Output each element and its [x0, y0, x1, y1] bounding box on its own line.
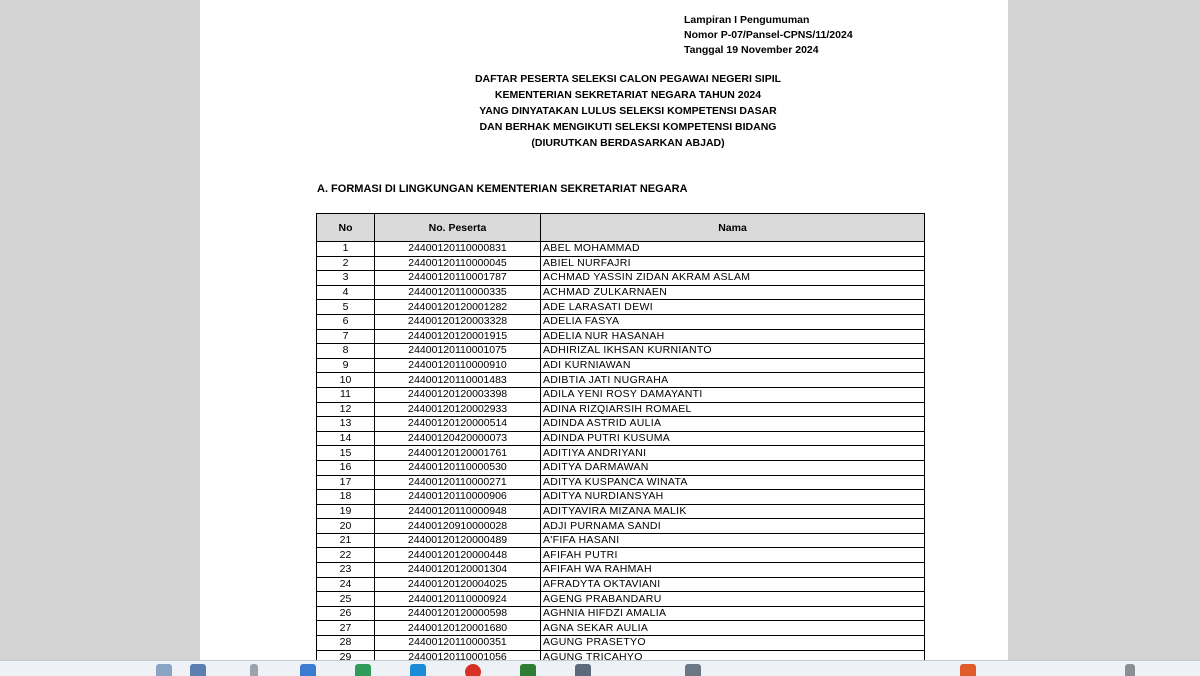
row-number: 17 — [317, 475, 375, 490]
table-row — [317, 533, 925, 548]
participant-name: AFIFAH WA RAHMAH — [541, 563, 925, 578]
participant-name: AGUNG TRICAHYO — [541, 650, 925, 660]
participant-name: ABIEL NURFAJRI — [541, 256, 925, 271]
title-line-5: (DIURUTKAN BERDASARKAN ABJAD) — [531, 137, 725, 149]
windows-start-icon[interactable] — [190, 664, 206, 676]
participant-number: 24400120120004025 — [375, 577, 541, 592]
participant-name: AGHNIA HIFDZI AMALIA — [541, 606, 925, 621]
table-row — [317, 271, 925, 286]
participant-number: 24400120120002933 — [375, 402, 541, 417]
participant-number: 24400120110000924 — [375, 592, 541, 607]
edge-browser-icon[interactable] — [355, 664, 371, 676]
row-number: 26 — [317, 606, 375, 621]
participant-name: ADINDA ASTRID AULIA — [541, 417, 925, 432]
store-icon[interactable] — [575, 664, 591, 676]
participant-name: ADI KURNIAWAN — [541, 358, 925, 373]
participant-number: 24400120110001787 — [375, 271, 541, 286]
row-number: 3 — [317, 271, 375, 286]
notification-icon[interactable] — [960, 664, 976, 676]
row-number: 16 — [317, 460, 375, 475]
participant-name: AGUNG PRASETYO — [541, 636, 925, 651]
participant-table — [316, 213, 925, 660]
participant-number: 24400120110000351 — [375, 636, 541, 651]
row-number: 19 — [317, 504, 375, 519]
table-row — [317, 242, 925, 257]
participant-number: 24400120110000948 — [375, 504, 541, 519]
participant-name: ADITYA NURDIANSYAH — [541, 490, 925, 505]
section-heading: A. FORMASI DI LINGKUNGAN KEMENTERIAN SEKRETARIAT NEGARA — [317, 183, 688, 195]
row-number: 21 — [317, 533, 375, 548]
participant-number: 24400120120003398 — [375, 387, 541, 402]
row-number: 4 — [317, 285, 375, 300]
table-row — [317, 300, 925, 315]
table-row — [317, 431, 925, 446]
participant-name: ACHMAD ZULKARNAEN — [541, 285, 925, 300]
participant-number: 24400120120001282 — [375, 300, 541, 315]
row-number: 6 — [317, 314, 375, 329]
row-number: 7 — [317, 329, 375, 344]
row-number: 12 — [317, 402, 375, 417]
row-number: 24 — [317, 577, 375, 592]
participant-name: ADJI PURNAMA SANDI — [541, 519, 925, 534]
participant-name: ADIBTIA JATI NUGRAHA — [541, 373, 925, 388]
title-line-2: KEMENTERIAN SEKRETARIAT NEGARA TAHUN 2024 — [494, 89, 762, 101]
table-row — [317, 592, 925, 607]
participant-name: AGNA SEKAR AULIA — [541, 621, 925, 636]
row-number: 18 — [317, 490, 375, 505]
weather-icon[interactable] — [156, 664, 172, 676]
table-row — [317, 256, 925, 271]
column-header-no: No — [317, 214, 375, 242]
table-row — [317, 490, 925, 505]
participant-number: 24400120110000906 — [375, 490, 541, 505]
participant-number: 24400120110001056 — [375, 650, 541, 660]
table-row — [317, 606, 925, 621]
row-number: 8 — [317, 344, 375, 359]
file-explorer-icon[interactable] — [410, 664, 426, 676]
table-row — [317, 314, 925, 329]
search-icon[interactable] — [250, 664, 258, 676]
column-header-no-peserta: No. Peserta — [375, 214, 541, 242]
document-page — [200, 0, 1008, 660]
title-line-4: DAN BERHAK MENGIKUTI SELEKSI KOMPETENSI BIDANG — [479, 121, 777, 133]
attachment-date: Tanggal 19 November 2024 — [684, 44, 819, 56]
participant-name: ADINA RIZQIARSIH ROMAEL — [541, 402, 925, 417]
participant-number: 24400120910000028 — [375, 519, 541, 534]
attachment-header — [684, 13, 853, 58]
table-header-row — [317, 214, 925, 242]
participant-name: ADE LARASATI DEWI — [541, 300, 925, 315]
table-row — [317, 475, 925, 490]
participant-number: 24400120120000514 — [375, 417, 541, 432]
table-row — [317, 446, 925, 461]
attachment-label: Lampiran I Pengumuman — [684, 14, 810, 26]
taskbar — [0, 660, 1200, 676]
table-row — [317, 563, 925, 578]
participant-number: 24400120120001680 — [375, 621, 541, 636]
table-row — [317, 548, 925, 563]
row-number: 10 — [317, 373, 375, 388]
participant-name: ADINDA PUTRI KUSUMA — [541, 431, 925, 446]
participant-number: 24400120120001915 — [375, 329, 541, 344]
participant-number: 24400120110000335 — [375, 285, 541, 300]
attachment-number: Nomor P-07/Pansel-CPNS/11/2024 — [684, 29, 853, 41]
participant-name: AGENG PRABANDARU — [541, 592, 925, 607]
title-line-1: DAFTAR PESERTA SELEKSI CALON PEGAWAI NEGERI SIPIL — [474, 73, 782, 85]
table-row — [317, 417, 925, 432]
participant-name: ABEL MOHAMMAD — [541, 242, 925, 257]
participant-number: 24400120110000530 — [375, 460, 541, 475]
mail-icon[interactable] — [520, 664, 536, 676]
participant-name: ADELIA FASYA — [541, 314, 925, 329]
table-row — [317, 285, 925, 300]
participant-number: 24400120120000448 — [375, 548, 541, 563]
table-row — [317, 650, 925, 660]
row-number: 22 — [317, 548, 375, 563]
row-number: 11 — [317, 387, 375, 402]
table-row — [317, 373, 925, 388]
participant-name: ADHIRIZAL IKHSAN KURNIANTO — [541, 344, 925, 359]
document-title — [200, 71, 1008, 151]
participant-number: 24400120110000910 — [375, 358, 541, 373]
table-body — [317, 242, 925, 661]
participant-number: 24400120120001304 — [375, 563, 541, 578]
row-number: 9 — [317, 358, 375, 373]
table-row — [317, 460, 925, 475]
table-row — [317, 358, 925, 373]
table-row — [317, 387, 925, 402]
task-view-icon[interactable] — [300, 664, 316, 676]
row-number: 15 — [317, 446, 375, 461]
participant-name: AFIFAH PUTRI — [541, 548, 925, 563]
participant-number: 24400120120001761 — [375, 446, 541, 461]
row-number: 1 — [317, 242, 375, 257]
participant-number: 24400120110001483 — [375, 373, 541, 388]
participant-name: ADELIA NUR HASANAH — [541, 329, 925, 344]
participant-name: ADITYA DARMAWAN — [541, 460, 925, 475]
participant-number: 24400120110001075 — [375, 344, 541, 359]
participant-number: 24400120120000598 — [375, 606, 541, 621]
word-icon[interactable] — [685, 664, 701, 676]
table-row — [317, 329, 925, 344]
table-row — [317, 636, 925, 651]
participant-number: 24400120110000045 — [375, 256, 541, 271]
participant-name: ADITYA KUSPANCA WINATA — [541, 475, 925, 490]
row-number: 13 — [317, 417, 375, 432]
row-number: 28 — [317, 636, 375, 651]
participant-name: ACHMAD YASSIN ZIDAN AKRAM ASLAM — [541, 271, 925, 286]
table-row — [317, 519, 925, 534]
participant-name: ADITYAVIRA MIZANA MALIK — [541, 504, 925, 519]
row-number: 20 — [317, 519, 375, 534]
participant-number: 24400120120003328 — [375, 314, 541, 329]
participant-number: 24400120110000271 — [375, 475, 541, 490]
title-line-3: YANG DINYATAKAN LULUS SELEKSI KOMPETENSI DASAR — [479, 105, 777, 117]
participant-number: 24400120110000831 — [375, 242, 541, 257]
table-row — [317, 621, 925, 636]
table-row — [317, 577, 925, 592]
row-number: 2 — [317, 256, 375, 271]
table-row — [317, 402, 925, 417]
table-row — [317, 504, 925, 519]
row-number: 14 — [317, 431, 375, 446]
chrome-icon[interactable] — [465, 664, 481, 676]
row-number: 27 — [317, 621, 375, 636]
row-number: 29 — [317, 650, 375, 660]
participant-number: 24400120420000073 — [375, 431, 541, 446]
participant-name: ADILA YENI ROSY DAMAYANTI — [541, 387, 925, 402]
participant-name: AFRADYTA OKTAVIANI — [541, 577, 925, 592]
participant-name: ADITIYA ANDRIYANI — [541, 446, 925, 461]
column-header-nama: Nama — [541, 214, 925, 242]
row-number: 25 — [317, 592, 375, 607]
battery-icon[interactable] — [1125, 664, 1135, 676]
table-row — [317, 344, 925, 359]
participant-name: A'FIFA HASANI — [541, 533, 925, 548]
participant-number: 24400120120000489 — [375, 533, 541, 548]
row-number: 23 — [317, 563, 375, 578]
row-number: 5 — [317, 300, 375, 315]
